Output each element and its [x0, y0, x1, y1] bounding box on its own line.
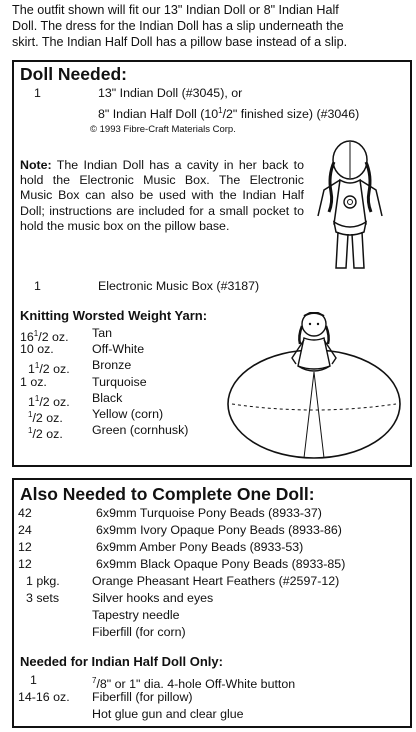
half-doll-pillow-illustration [224, 312, 404, 462]
also-item: Tapestry needle [92, 608, 180, 622]
half-qty: 1 [30, 673, 37, 687]
half-qty: 14-16 oz. [18, 690, 70, 704]
also-item: 6x9mm Ivory Opaque Pony Beads (8933-86) [96, 523, 342, 537]
yarn-color: Bronze [92, 358, 132, 373]
also-qty: 3 sets [26, 591, 60, 605]
yarn-qty [20, 342, 54, 357]
copyright-text: © 1993 Fibre-Craft Materials Corp. [90, 124, 236, 135]
also-item: 6x9mm Turquoise Pony Beads (8933-37) [96, 506, 322, 520]
also-needed-box [12, 478, 412, 728]
yarn-qty-den: /2 [32, 411, 43, 426]
yarn-color: Tan [92, 326, 112, 340]
music-box-qty: 1 [34, 279, 41, 293]
also-item: 6x9mm Amber Pony Beads (8933-53) [96, 540, 304, 554]
yarn-color: Black [92, 390, 123, 405]
also-qty: 24 [18, 523, 32, 537]
half-item [92, 707, 244, 722]
yarn-heading: Knitting Worsted Weight Yarn: [20, 308, 208, 323]
yarn-color: Turquoise [92, 374, 147, 389]
half-item-text: Hot glue gun and clear glue [92, 707, 244, 721]
note-paragraph [20, 158, 304, 234]
yarn-qty [20, 375, 47, 390]
yarn-color: Yellow (corn) [92, 407, 164, 421]
doll-needed-box [12, 60, 412, 467]
yarn-qty-unit: oz. [49, 362, 70, 377]
doll-qty: 1 [34, 86, 41, 100]
yarn-qty [28, 423, 63, 442]
yarn-qty-whole: 1 [28, 394, 35, 409]
also-qty: 12 [18, 557, 32, 571]
yarn-qty-num: 1 [28, 426, 33, 436]
doll-item-2-frac: /2 [222, 107, 233, 122]
half-item-num: 7 [92, 676, 97, 685]
yarn-color: Off-White [92, 342, 145, 357]
intro-line: Doll. The dress for the Indian Doll has a slip underneath the [12, 19, 344, 33]
yarn-qty-unit: 1 oz. [20, 374, 47, 389]
yarn-qty-num: 1 [28, 410, 33, 419]
note-label: Note: [20, 158, 52, 172]
yarn-qty-den: /2 [38, 330, 49, 345]
also-item: 6x9mm Black Opaque Pony Beads (8933-85) [96, 557, 346, 571]
note-text: The Indian Doll has a cavity in her back to hold the Electronic Music Box. The Electronic Music Box can also be used with the Indian Half Doll; instructions are included for a small pocket to hold the music box on the pillow base. [20, 158, 304, 233]
doll-item-1: 13" Indian Doll (#3045), or [98, 86, 243, 100]
half-item-den: /8 [96, 677, 107, 692]
intro-paragraph [12, 2, 410, 50]
yarn-qty-unit: oz. [49, 394, 70, 409]
yarn-qty-unit: oz. [42, 427, 63, 442]
half-doll-heading: Needed for Indian Half Doll Only: [20, 654, 223, 669]
also-item: Orange Pheasant Heart Feathers (#2597-12) [92, 574, 340, 588]
music-box-item: Electronic Music Box (#3187) [98, 279, 260, 293]
half-item-text: Fiberfill (for pillow) [92, 690, 193, 704]
half-item-text: " or 1" dia. 4-hole Off-White button [106, 677, 296, 692]
yarn-qty-whole: 16 [20, 330, 34, 345]
yarn-qty-unit: oz. [42, 411, 63, 426]
doll-needed-heading: Doll Needed: [20, 64, 127, 84]
doll-item-2-text-end: " finished size) (#3046) [232, 107, 360, 122]
yarn-qty-whole: 1 [28, 362, 35, 377]
intro-line: The outfit shown will fit our 13" Indian Doll or 8" Indian Half [12, 3, 339, 17]
also-needed-heading: Also Needed to Complete One Doll: [20, 484, 315, 504]
yarn-qty-num: 1 [34, 361, 40, 371]
also-qty: 42 [18, 506, 32, 520]
yarn-qty-den: /2 [39, 362, 50, 377]
yarn-qty-den: /2 [39, 394, 50, 409]
doll-item-2-text: 8" Indian Half Doll (10 [98, 107, 219, 122]
doll-item-2-sup: 1 [218, 106, 223, 115]
yarn-qty-den: /2 [32, 427, 43, 442]
doll-back-illustration [300, 138, 400, 288]
also-item: Fiberfill (for corn) [92, 625, 186, 639]
also-item: Silver hooks and eyes [92, 591, 214, 605]
also-qty: 1 pkg. [26, 574, 60, 588]
yarn-color: Green (cornhusk) [92, 423, 189, 438]
also-qty: 12 [18, 540, 32, 554]
yarn-qty-unit: oz. [48, 330, 69, 345]
half-item [92, 690, 193, 705]
intro-line: skirt. The Indian Half Doll has a pillow base instead of a slip. [12, 35, 348, 49]
yarn-qty-unit: 10 oz. [20, 342, 54, 357]
doll-item-2 [98, 103, 359, 122]
yarn-qty-num: 1 [33, 329, 39, 338]
yarn-qty-num: 1 [34, 393, 40, 403]
